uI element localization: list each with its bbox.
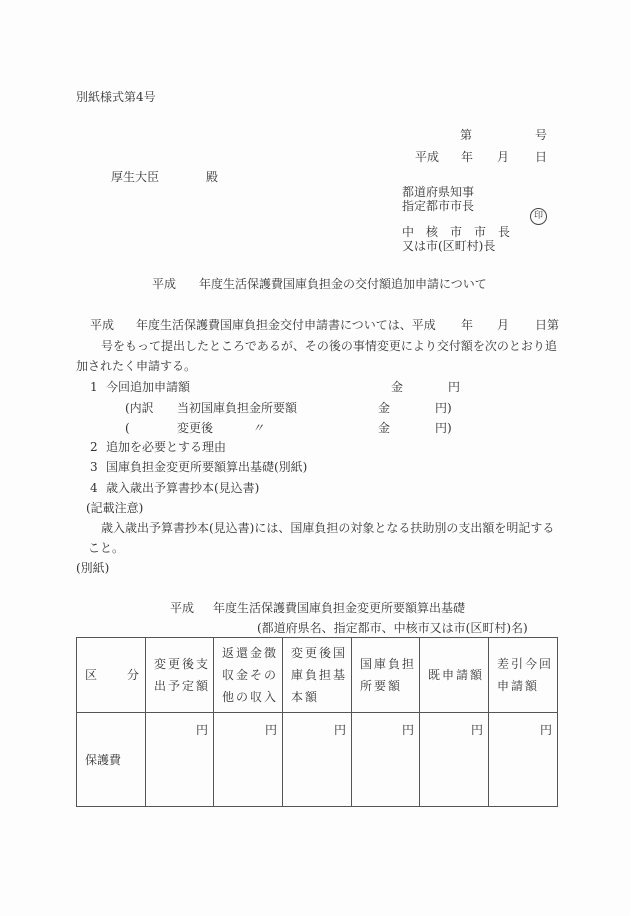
- table-header-row: [77, 638, 558, 713]
- doc-number-go: 号: [535, 128, 548, 142]
- sender-line3: 中 核 市 市 長: [402, 225, 511, 239]
- item3-num: 3: [90, 460, 98, 474]
- sender-line1: 都道府県知事: [402, 185, 475, 199]
- basis-table: [76, 637, 558, 807]
- body-year: 年: [461, 318, 474, 332]
- body-day: 日第: [535, 318, 560, 332]
- item1-num: 1: [90, 380, 98, 394]
- sender-line4: 又は市(区町村)長: [402, 239, 496, 253]
- item1a-kin: 金: [378, 401, 391, 415]
- item1b-label: 変更後: [177, 421, 214, 435]
- item1a-yen: 円): [435, 401, 452, 415]
- doc-number-dai: 第: [460, 128, 473, 142]
- addressee-honorific: 殿: [206, 170, 219, 184]
- body-month: 月: [497, 318, 510, 332]
- row-label: 保護費: [77, 713, 146, 807]
- body-line1: 年度生活保護費国庫負担金交付申請書については、平成: [136, 318, 436, 332]
- header-revised-expenditure: 変更後支 出予定額: [146, 638, 214, 713]
- header-already-applied: 既申請額: [420, 638, 489, 713]
- form-number: 別紙様式第4号: [76, 90, 156, 104]
- item1a-label: 当初国庫負担金所要額: [177, 401, 298, 415]
- title-era: 平成: [152, 277, 177, 291]
- attachment-title-era: 平成: [170, 601, 195, 615]
- cell-yen: 円: [420, 713, 489, 807]
- header-required-amount: 国庫負担 所要額: [352, 638, 420, 713]
- header-category: 区 分: [77, 638, 146, 713]
- attachment-subtitle: (都道府県名、指定都市、中核市又は市(区町村)名): [257, 621, 528, 635]
- table-row: [77, 713, 558, 807]
- body-line2: 号をもって提出したところであるが、その後の事情変更により交付額を次のとおり追: [101, 339, 557, 353]
- header-current-application: 差引今回 申請額: [489, 638, 558, 713]
- item1-label: 今回追加申請額: [106, 380, 191, 394]
- cell-yen: 円: [489, 713, 558, 807]
- addressee-name: 厚生大臣: [111, 170, 160, 184]
- notes-line1: 歳入歳出予算書抄本(見込書)には、国庫負担の対象となる扶助別の支出額を明記する: [101, 521, 555, 535]
- body-line3: 加されたく申請する。: [76, 359, 197, 373]
- cell-yen: 円: [146, 713, 214, 807]
- item3-label: 国庫負担金変更所要額算出基礎(別紙): [106, 460, 308, 474]
- attachment-label: (別紙): [76, 561, 110, 575]
- item1-kin: 金: [391, 380, 404, 394]
- item1-yen: 円: [448, 380, 461, 394]
- item4-num: 4: [90, 481, 98, 495]
- notes-line2: こと。: [88, 541, 125, 555]
- date-year: 年: [461, 150, 474, 164]
- document-title: 年度生活保護費国庫負担金の交付額追加申請について: [199, 277, 487, 291]
- cell-yen: 円: [352, 713, 420, 807]
- item2-num: 2: [90, 440, 98, 454]
- date-month: 月: [497, 150, 510, 164]
- body-era: 平成: [90, 318, 115, 332]
- item1b-kin: 金: [378, 421, 391, 435]
- notes-heading: (記載注意): [86, 501, 144, 515]
- seal-mark: 印: [530, 208, 547, 225]
- cell-yen: 円: [283, 713, 352, 807]
- date-era: 平成: [415, 150, 440, 164]
- item1b-ditto: 〃: [252, 421, 265, 435]
- header-refunds-other-income: 返還金徴 収金その 他の収入: [214, 638, 283, 713]
- item2-label: 追加を必要とする理由: [106, 440, 227, 454]
- item1a-open: (内訳: [125, 401, 154, 415]
- cell-yen: 円: [214, 713, 283, 807]
- item1b-yen: 円): [435, 421, 452, 435]
- header-revised-basic-amount: 変更後国 庫負担基 本額: [283, 638, 352, 713]
- sender-line2: 指定都市市長: [402, 199, 475, 213]
- item1b-open: (: [125, 421, 130, 435]
- item4-label: 歳入歳出予算書抄本(見込書): [106, 481, 260, 495]
- date-day: 日: [535, 150, 548, 164]
- attachment-title: 年度生活保護費国庫負担金変更所要額算出基礎: [213, 601, 466, 615]
